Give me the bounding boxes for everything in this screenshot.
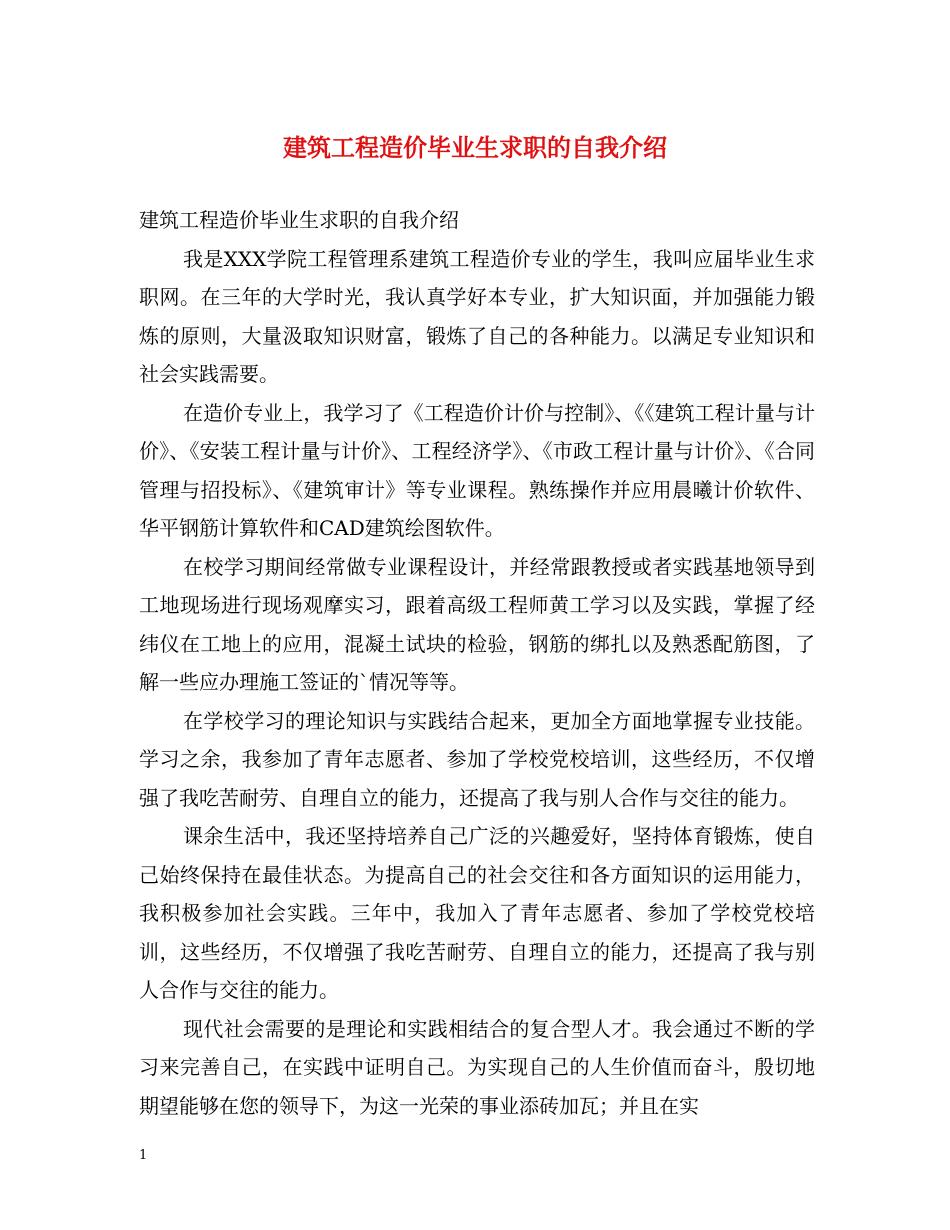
- paragraph-intro: 我是XXX学院工程管理系建筑工程造价专业的学生，我叫应届毕业生求职网。在三年的大学时光，我认真学好本专业，扩大知识面，并加强能力锻炼的原则，大量汲取知识财富，锻炼了自己的各种能力。以满足专业知识和社会实践需要。: [139, 246, 815, 386]
- paragraph-hobbies: 课余生活中，我还坚持培养自己广泛的兴趣爱好，坚持体育锻炼，使自己始终保持在最佳状态。为提高自己的社会交往和各方面知识的运用能力，我积极参加社会实践。三年中，我加入了青年志愿者、参加了学校党校培训，这些经历，不仅增强了我吃苦耐劳、自理自立的能力，还提高了我与别人合作与交往的能力。: [139, 824, 815, 1002]
- page-number: 1: [139, 1148, 148, 1163]
- paragraph-courses: 在造价专业上，我学习了《工程造价计价与控制》、《《建筑工程计量与计价》、《安装工程计量与计价》、工程经济学》、《市政工程计量与计价》、《合同管理与招投标》、《建筑审计》等专业课程。熟练操作并应用晨曦计价软件、华平钢筋计算软件和CAD建筑绘图软件。: [139, 400, 815, 540]
- document-title: 建筑工程造价毕业生求职的自我介绍: [283, 133, 667, 162]
- paragraph-closing: 现代社会需要的是理论和实践相结合的复合型人才。我会通过不断的学习来完善自己，在实践中证明自己。为实现自己的人生价值而奋斗，殷切地期望能够在您的领导下，为这一光荣的事业添砖加瓦；并且在实: [139, 1016, 815, 1118]
- document-body: [139, 201, 815, 1125]
- paragraph-skills: 在学校学习的理论知识与实践结合起来，更加全方面地掌握专业技能。学习之余，我参加了青年志愿者、参加了学校党校培训，这些经历，不仅增强了我吃苦耐劳、自理自立的能力，还提高了我与别人合作与交往的能力。: [139, 708, 815, 810]
- document-subtitle: 建筑工程造价毕业生求职的自我介绍: [139, 208, 459, 232]
- paragraph-practice: 在校学习期间经常做专业课程设计，并经常跟教授或者实践基地领导到工地现场进行现场观摩实习，跟着高级工程师黄工学习以及实践，掌握了经纬仪在工地上的应用，混凝土试块的检验，钢筋的绑扎以及熟悉配筋图，了解一些应办理施工签证的`情况等等。: [139, 554, 815, 694]
